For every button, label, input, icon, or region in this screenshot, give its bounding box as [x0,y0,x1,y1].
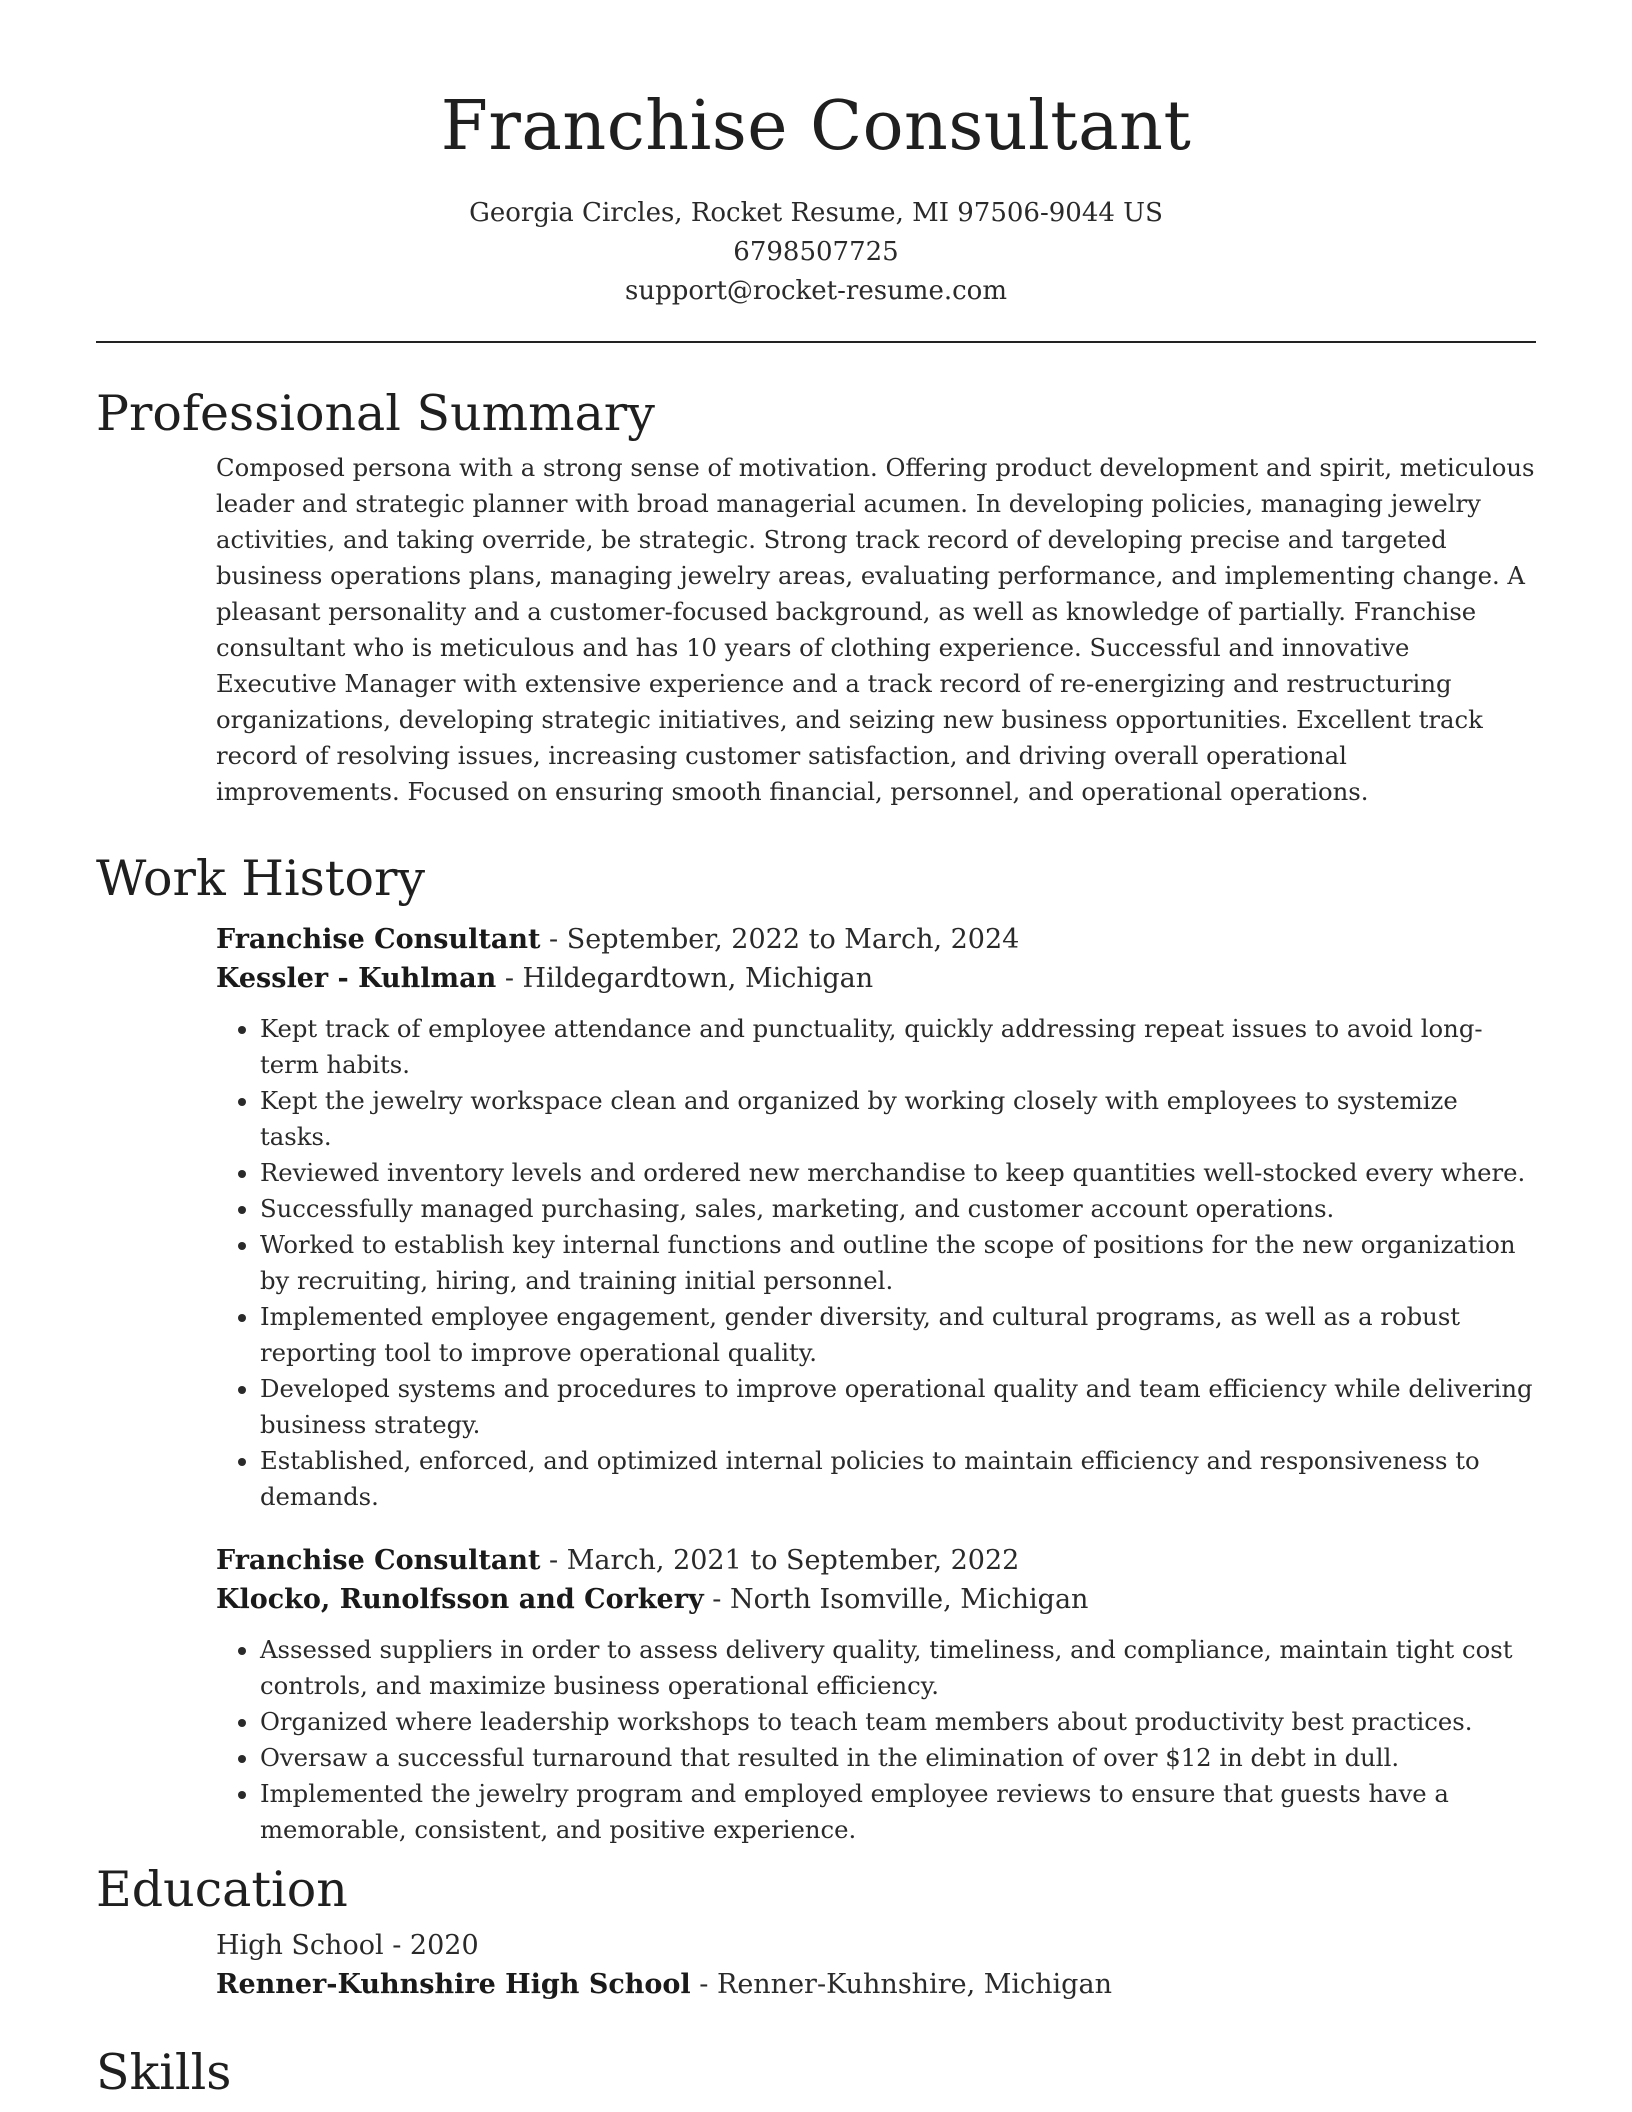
header-divider [96,341,1536,343]
job-bullet: • Implemented the jewelry program and employed employee reviews to ensure that guests have a memorable, consistent, and positive experience. [260,1776,1536,1848]
job-company-line [216,959,1536,998]
job-bullet: • Developed systems and procedures to improve operational quality and team efficiency while delivering business strategy. [260,1371,1536,1443]
job-bullet: • Reviewed inventory levels and ordered new merchandise to keep quantities well-stocked every where. [260,1155,1536,1191]
separator: - [712,1584,730,1615]
job-dates: March, 2021 to September, 2022 [566,1545,1020,1576]
job-role: Franchise Consultant [216,924,541,955]
education-section [96,1860,1536,2004]
work-history-title: Work History [96,850,426,907]
summary-text: Composed persona with a strong sense of motivation. Offering product development and spirit, meticulous leader and strategic planner with broad managerial acumen. In developing policies, managing jewelry activities, and taking override, be strategic. Strong track record of developing precise and targeted business operations plans, managing jewelry areas, evaluating performance, and implementing change. A pleasant personality and a customer-focused background, as well as knowledge of partially. Franchise consultant who is meticulous and has 10 years of clothing experience. Successful and innovative Executive Manager with extensive experience and a track record of re-energizing and restructuring organizations, developing strategic initiatives, and seizing new business opportunities. Excellent track record of resolving issues, increasing customer satisfaction, and driving overall operational improvements. Focused on ensuring smooth financial, personnel, and operational operations. [216,453,1535,806]
education-school: Renner-Kuhnshire High School [216,1969,691,2000]
job-bullet: • Assessed suppliers in order to assess delivery quality, timeliness, and compliance, maintain tight cost controls, and maximize business operational efficiency. [260,1632,1536,1704]
job-company: Klocko, Runolfsson and Corkery [216,1584,704,1615]
education-year: 2020 [409,1930,479,1961]
summary-title: Professional Summary [96,385,655,442]
separator: - [392,1930,410,1961]
job-bullet: • Worked to establish key internal functions and outline the scope of positions for the new organization by recruiting, hiring, and training initial personnel. [260,1227,1536,1299]
job-bullet: • Kept the jewelry workspace clean and organized by working closely with employees to systemize tasks. [260,1083,1536,1155]
education-degree-line [216,1926,1536,1965]
job-role: Franchise Consultant [216,1545,541,1576]
job-title-line [216,1541,1536,1580]
job-bullet: • Kept track of employee attendance and punctuality, quickly addressing repeat issues to avoid long-term habits. [260,1011,1536,1083]
contact-address: Georgia Circles, Rocket Resume, MI 97506-9044 US [469,198,1163,228]
job-bullet: • Organized where leadership workshops to teach team members about productivity best practices. [260,1704,1536,1740]
job-bullets [216,1011,1536,1515]
skills-section [96,2043,1536,2103]
summary-body [216,450,1536,810]
job-dates: September, 2022 to March, 2024 [566,924,1020,955]
separator: - [549,1545,567,1576]
resume-header [0,0,1632,311]
job-bullets [216,1632,1536,1848]
separator: - [549,924,567,955]
summary-section [96,384,1536,810]
education-entry [216,1926,1536,2004]
separator: - [699,1969,717,2000]
job-bullet: • Successfully managed purchasing, sales, marketing, and customer account operations. [260,1191,1536,1227]
education-location: Renner-Kuhnshire, Michigan [716,1969,1112,2000]
job-title-line [216,920,1536,959]
job-entry [216,920,1536,1515]
job-company-line [216,1580,1536,1619]
education-title: Education [96,1861,348,1918]
job-bullet: • Established, enforced, and optimized internal policies to maintain efficiency and responsiveness to demands. [260,1443,1536,1515]
contact-block [0,194,1632,311]
contact-phone: 6798507725 [733,237,899,267]
job-entry [216,1541,1536,1848]
job-company: Kessler - Kuhlman [216,963,497,994]
education-school-line [216,1965,1536,2004]
contact-email[interactable]: support@rocket-resume.com [624,276,1007,306]
job-bullet: • Oversaw a successful turnaround that resulted in the elimination of over $12 in debt in dull. [260,1740,1536,1776]
separator: - [504,963,523,994]
skills-title: Skills [96,2044,232,2101]
job-bullet: • Implemented employee engagement, gender diversity, and cultural programs, as well as a robust reporting tool to improve operational quality. [260,1299,1536,1371]
education-degree: High School [216,1930,384,1961]
candidate-name: Franchise Consultant [440,87,1192,166]
job-location: Hildegardtown, Michigan [522,963,874,994]
work-history-section [96,849,1536,1848]
job-location: North Isomville, Michigan [729,1584,1089,1615]
